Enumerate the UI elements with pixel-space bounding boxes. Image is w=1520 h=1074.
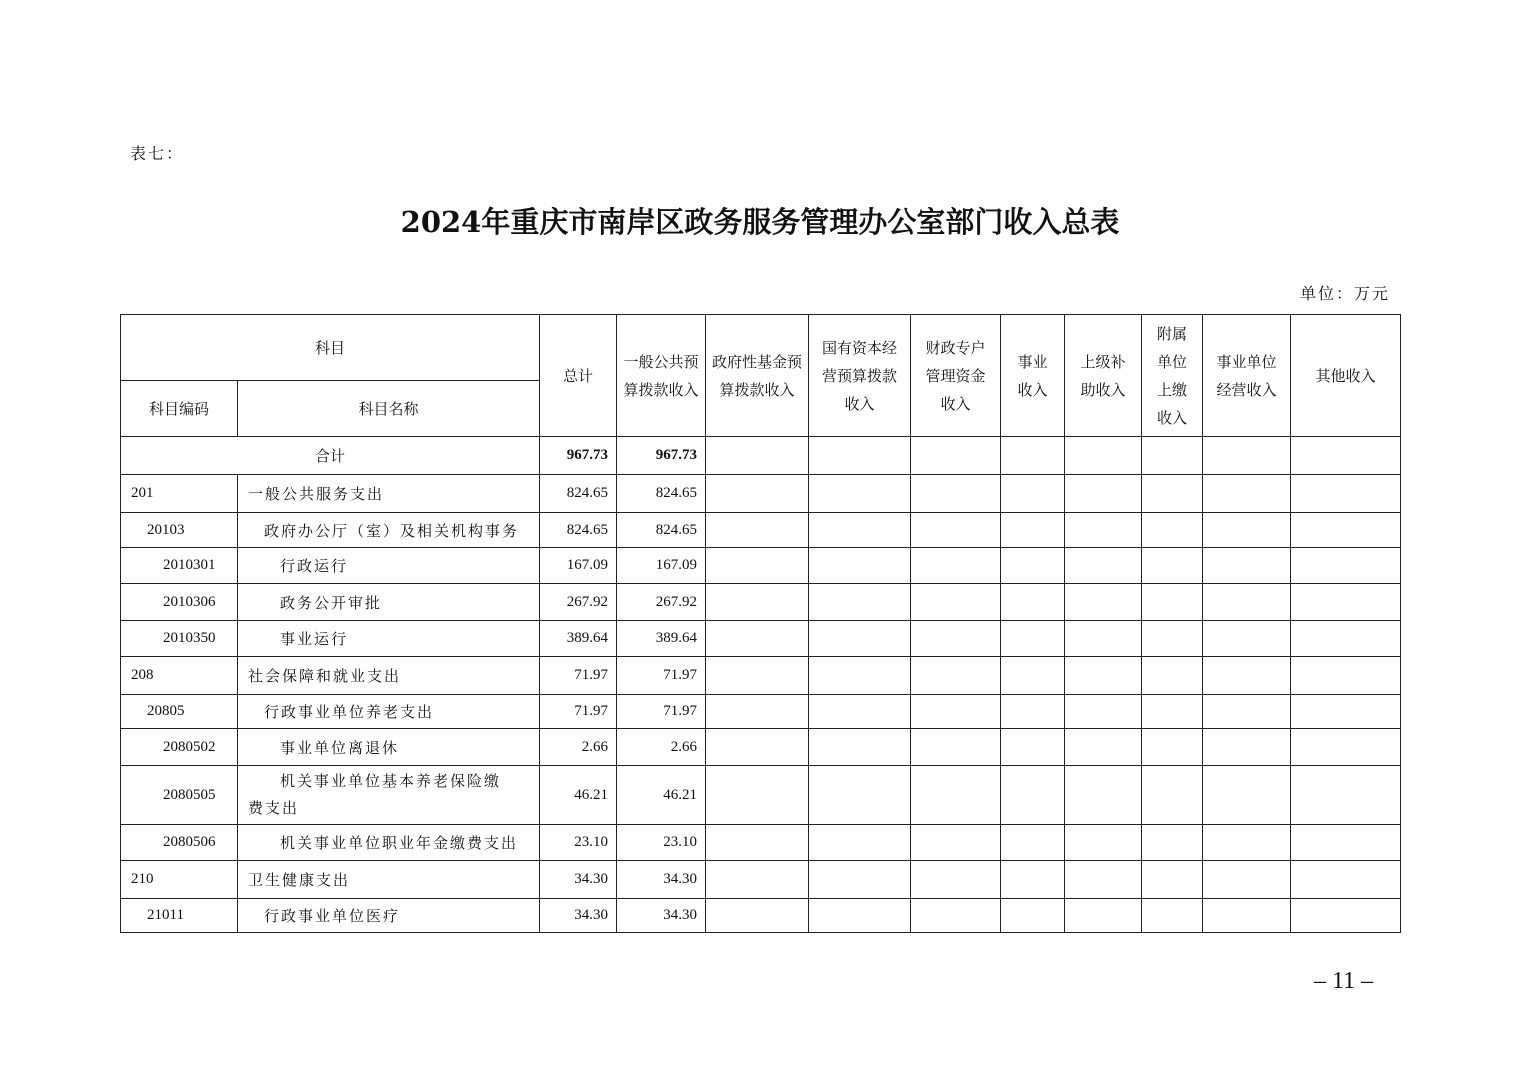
- table-row: [121, 475, 1401, 513]
- row-code: 2010301: [121, 548, 238, 584]
- row-name: 行政事业单位医疗: [238, 899, 540, 933]
- empty-cell: [1291, 657, 1401, 695]
- row-general-budget: 71.97: [617, 695, 706, 729]
- row-code: 20805: [121, 695, 238, 729]
- empty-cell: [809, 657, 911, 695]
- empty-cell: [706, 899, 809, 933]
- row-name: 机关事业单位职业年金缴费支出: [238, 825, 540, 861]
- row-name: 事业单位离退休: [238, 729, 540, 766]
- row-general-budget: 23.10: [617, 825, 706, 861]
- row-total: 824.65: [540, 475, 617, 513]
- header-business-income-text: 事业收入: [1017, 352, 1048, 399]
- empty-cell: [706, 657, 809, 695]
- empty-cell: [1203, 729, 1291, 766]
- header-general-budget: [617, 315, 706, 437]
- empty-cell: [706, 766, 809, 825]
- empty-cell: [911, 584, 1001, 621]
- empty-cell: [1203, 475, 1291, 513]
- row-total: 389.64: [540, 621, 617, 657]
- empty-cell: [1203, 621, 1291, 657]
- empty-cell: [1291, 437, 1401, 475]
- empty-cell: [1065, 729, 1142, 766]
- header-business-operating: [1203, 315, 1291, 437]
- empty-cell: [1142, 695, 1203, 729]
- row-total: 2.66: [540, 729, 617, 766]
- header-fiscal-special: [911, 315, 1001, 437]
- total-row-label: 合计: [121, 437, 540, 475]
- empty-cell: [706, 861, 809, 899]
- empty-cell: [809, 513, 911, 548]
- header-business-income: [1001, 315, 1065, 437]
- header-gov-fund-text: 政府性基金预算拨款收入: [712, 352, 803, 399]
- empty-cell: [1203, 766, 1291, 825]
- row-total: 71.97: [540, 695, 617, 729]
- empty-cell: [706, 695, 809, 729]
- total-row-total: 967.73: [540, 437, 617, 475]
- empty-cell: [1001, 513, 1065, 548]
- row-name: 卫生健康支出: [238, 861, 540, 899]
- empty-cell: [911, 899, 1001, 933]
- empty-cell: [809, 437, 911, 475]
- row-total: 46.21: [540, 766, 617, 825]
- unit-label: 单位：万元: [1299, 284, 1390, 303]
- header-general-budget-text: 一般公共预算拨款收入: [623, 352, 699, 399]
- row-total: 23.10: [540, 825, 617, 861]
- table-row: [121, 621, 1401, 657]
- row-name: 事业运行: [238, 621, 540, 657]
- header-affiliated-remit-text: 附属单位上缴收入: [1157, 324, 1188, 427]
- empty-cell: [1291, 861, 1401, 899]
- empty-cell: [1065, 657, 1142, 695]
- empty-cell: [1142, 584, 1203, 621]
- header-subject-code: 科目编码: [121, 381, 238, 437]
- empty-cell: [1065, 861, 1142, 899]
- empty-cell: [1142, 475, 1203, 513]
- empty-cell: [1291, 621, 1401, 657]
- empty-cell: [1203, 695, 1291, 729]
- empty-cell: [809, 584, 911, 621]
- empty-cell: [1001, 621, 1065, 657]
- row-general-budget: 389.64: [617, 621, 706, 657]
- empty-cell: [1065, 584, 1142, 621]
- empty-cell: [911, 861, 1001, 899]
- empty-cell: [1065, 475, 1142, 513]
- empty-cell: [1291, 548, 1401, 584]
- empty-cell: [1001, 899, 1065, 933]
- row-code: 2010306: [121, 584, 238, 621]
- empty-cell: [809, 621, 911, 657]
- empty-cell: [809, 825, 911, 861]
- empty-cell: [809, 766, 911, 825]
- empty-cell: [1001, 437, 1065, 475]
- empty-cell: [706, 437, 809, 475]
- empty-cell: [1065, 513, 1142, 548]
- empty-cell: [1203, 584, 1291, 621]
- empty-cell: [1001, 861, 1065, 899]
- row-code: 20103: [121, 513, 238, 548]
- row-general-budget: 267.92: [617, 584, 706, 621]
- empty-cell: [1001, 729, 1065, 766]
- empty-cell: [1291, 513, 1401, 548]
- empty-cell: [1142, 899, 1203, 933]
- empty-cell: [706, 584, 809, 621]
- empty-cell: [1291, 584, 1401, 621]
- empty-cell: [809, 899, 911, 933]
- empty-cell: [706, 513, 809, 548]
- header-gov-fund: [706, 315, 809, 437]
- row-total: 824.65: [540, 513, 617, 548]
- empty-cell: [1001, 695, 1065, 729]
- row-general-budget: 824.65: [617, 475, 706, 513]
- empty-cell: [1203, 825, 1291, 861]
- table-row: [121, 899, 1401, 933]
- header-subject: 科目: [121, 315, 540, 381]
- empty-cell: [1203, 513, 1291, 548]
- row-code: 201: [121, 475, 238, 513]
- row-name: 政务公开审批: [238, 584, 540, 621]
- empty-cell: [1065, 621, 1142, 657]
- table-row: [121, 584, 1401, 621]
- row-name: 政府办公厅（室）及相关机构事务: [238, 513, 540, 548]
- row-total: 71.97: [540, 657, 617, 695]
- empty-cell: [911, 729, 1001, 766]
- empty-cell: [1203, 899, 1291, 933]
- empty-cell: [1001, 475, 1065, 513]
- table-row: [121, 861, 1401, 899]
- table-row: [121, 513, 1401, 548]
- empty-cell: [706, 548, 809, 584]
- table-row-total: [121, 437, 1401, 475]
- table-row: [121, 825, 1401, 861]
- table-label: 表七：: [130, 144, 185, 163]
- empty-cell: [1291, 899, 1401, 933]
- row-total: 34.30: [540, 861, 617, 899]
- empty-cell: [911, 513, 1001, 548]
- empty-cell: [1142, 657, 1203, 695]
- empty-cell: [1291, 825, 1401, 861]
- empty-cell: [1001, 766, 1065, 825]
- row-name: 行政事业单位养老支出: [238, 695, 540, 729]
- row-general-budget: 824.65: [617, 513, 706, 548]
- header-state-capital-text: 国有资本经营预算拨款收入: [822, 338, 898, 413]
- row-name: 行政运行: [238, 548, 540, 584]
- empty-cell: [1001, 657, 1065, 695]
- empty-cell: [1291, 766, 1401, 825]
- header-fiscal-special-text: 财政专户管理资金收入: [925, 338, 986, 413]
- table-row: [121, 695, 1401, 729]
- empty-cell: [1065, 695, 1142, 729]
- empty-cell: [1001, 584, 1065, 621]
- row-name: 机关事业单位基本养老保险缴费支出: [238, 766, 540, 825]
- empty-cell: [911, 548, 1001, 584]
- empty-cell: [809, 861, 911, 899]
- table-row: [121, 729, 1401, 766]
- header-subject-name: 科目名称: [238, 381, 540, 437]
- row-code: 2080505: [121, 766, 238, 825]
- empty-cell: [1142, 548, 1203, 584]
- row-code: 210: [121, 861, 238, 899]
- empty-cell: [911, 825, 1001, 861]
- page-title: 2024年重庆市南岸区政务服务管理办公室部门收入总表: [400, 205, 1120, 239]
- empty-cell: [1065, 766, 1142, 825]
- row-general-budget: 34.30: [617, 861, 706, 899]
- empty-cell: [1291, 475, 1401, 513]
- empty-cell: [809, 695, 911, 729]
- header-total: 总计: [540, 315, 617, 437]
- empty-cell: [1065, 899, 1142, 933]
- empty-cell: [1203, 861, 1291, 899]
- empty-cell: [911, 657, 1001, 695]
- empty-cell: [706, 475, 809, 513]
- table-row: [121, 657, 1401, 695]
- empty-cell: [809, 475, 911, 513]
- row-total: 167.09: [540, 548, 617, 584]
- header-affiliated-remit: [1142, 315, 1203, 437]
- empty-cell: [1291, 695, 1401, 729]
- empty-cell: [1142, 621, 1203, 657]
- empty-cell: [1001, 825, 1065, 861]
- row-code: 2080502: [121, 729, 238, 766]
- empty-cell: [706, 621, 809, 657]
- empty-cell: [1142, 861, 1203, 899]
- empty-cell: [809, 548, 911, 584]
- empty-cell: [1065, 825, 1142, 861]
- empty-cell: [1065, 548, 1142, 584]
- row-code: 21011: [121, 899, 238, 933]
- empty-cell: [1142, 513, 1203, 548]
- row-code: 2010350: [121, 621, 238, 657]
- header-state-capital: [809, 315, 911, 437]
- header-superior-subsidy: [1065, 315, 1142, 437]
- empty-cell: [1142, 437, 1203, 475]
- page-number: – 11 –: [1314, 968, 1374, 994]
- row-code: 2080506: [121, 825, 238, 861]
- empty-cell: [911, 621, 1001, 657]
- empty-cell: [1065, 437, 1142, 475]
- row-code: 208: [121, 657, 238, 695]
- empty-cell: [706, 825, 809, 861]
- empty-cell: [1142, 766, 1203, 825]
- empty-cell: [1142, 825, 1203, 861]
- row-total: 267.92: [540, 584, 617, 621]
- empty-cell: [1291, 729, 1401, 766]
- header-superior-subsidy-text: 上级补助收入: [1080, 352, 1126, 399]
- row-general-budget: 167.09: [617, 548, 706, 584]
- row-name: 社会保障和就业支出: [238, 657, 540, 695]
- row-name: 一般公共服务支出: [238, 475, 540, 513]
- income-summary-table: [120, 314, 1401, 933]
- header-other-income: 其他收入: [1291, 315, 1401, 437]
- empty-cell: [911, 766, 1001, 825]
- empty-cell: [911, 437, 1001, 475]
- empty-cell: [706, 729, 809, 766]
- empty-cell: [1203, 548, 1291, 584]
- row-general-budget: 71.97: [617, 657, 706, 695]
- row-general-budget: 34.30: [617, 899, 706, 933]
- table-row: [121, 548, 1401, 584]
- header-business-operating-text: 事业单位经营收入: [1216, 352, 1277, 399]
- row-general-budget: 46.21: [617, 766, 706, 825]
- empty-cell: [1203, 657, 1291, 695]
- row-general-budget: 2.66: [617, 729, 706, 766]
- empty-cell: [1203, 437, 1291, 475]
- empty-cell: [809, 729, 911, 766]
- table-row: [121, 766, 1401, 825]
- empty-cell: [1001, 548, 1065, 584]
- empty-cell: [1142, 729, 1203, 766]
- empty-cell: [911, 475, 1001, 513]
- total-row-general-budget: 967.73: [617, 437, 706, 475]
- empty-cell: [911, 695, 1001, 729]
- row-total: 34.30: [540, 899, 617, 933]
